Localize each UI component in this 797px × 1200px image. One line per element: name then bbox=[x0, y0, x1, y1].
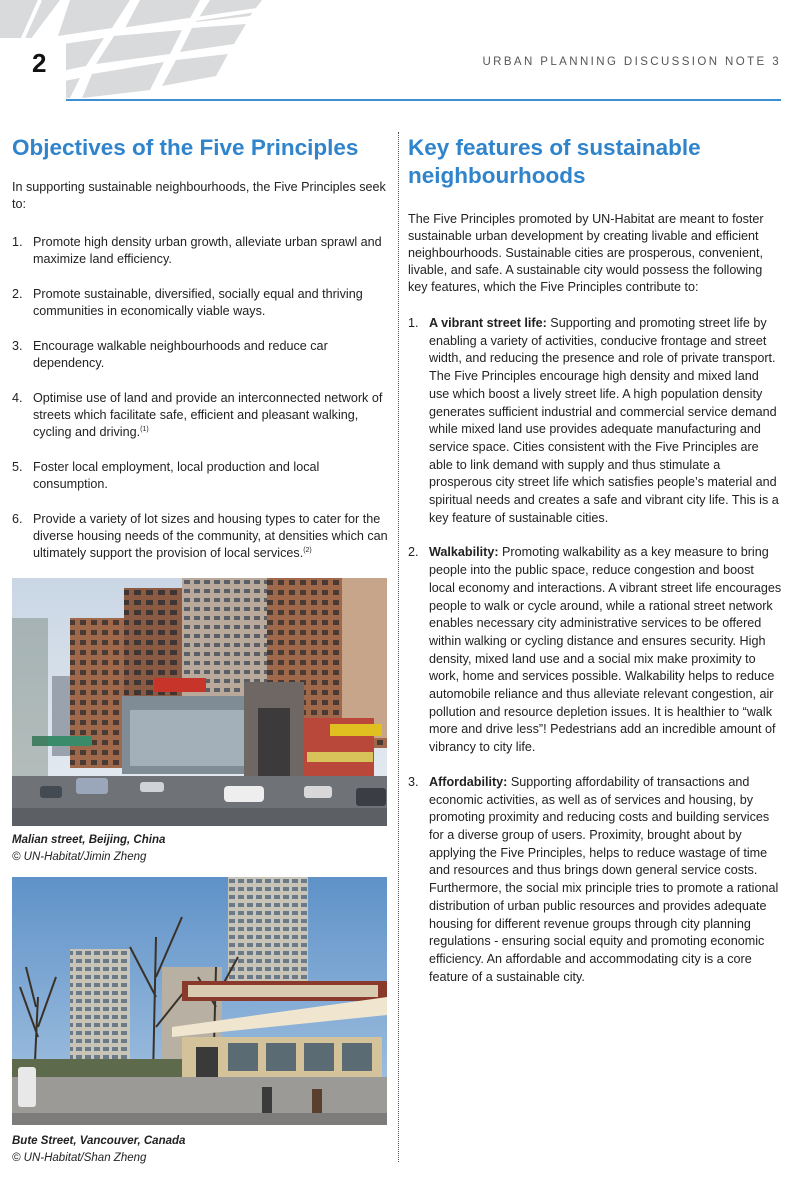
list-item: 2. Promote sustainable, diversified, socially equal and thriving communities in economically viable ways. bbox=[12, 287, 363, 318]
beijing-photo-caption bbox=[12, 832, 165, 866]
vancouver-street-photo bbox=[12, 877, 387, 1125]
objectives-intro: In supporting sustainable neighbourhoods, the Five Principles seek to: bbox=[12, 180, 386, 211]
right-column bbox=[408, 134, 782, 1003]
footnote-ref: (1) bbox=[140, 426, 149, 433]
list-item: 6. Provide a variety of lot sizes and housing types to cater for the diverse housing needs of the community, at densities which can ultimately support the provision of local services.$^{(2)}$ bbox=[12, 512, 388, 560]
photo-credit: © UN-Habitat/Jimin Zheng bbox=[12, 851, 147, 863]
beijing-street-photo bbox=[12, 578, 387, 826]
vancouver-photo-caption bbox=[12, 1133, 185, 1167]
list-item: 3. Affordability: Supporting affordability of transactions and economic activities, as well as of services and housing, by promoting proximity and reducing costs and building services for a diverse group of users. Proximity, brought about by applying the Five Principles, helps to reduce wastage of time and resources and thus brings down general service costs. Furthermore, the social mix principle tries to promote a rational distribution of urban public resources and provides adequate housing for different revenue groups through city planning regulations - ensuring social equity and promoting economic efficiency. An affordable and accommodating city is a core feature of a sustainable city. bbox=[408, 774, 779, 984]
key-features-intro: The Five Principles promoted by UN-Habitat are meant to foster sustainable urban development by creating livable and efficient neighbourhoods. Sustainable cities are prosperous, convenient, livable, and safe. A sustainable city would possess the following key features, which the Five Principles contribute to: bbox=[408, 212, 764, 294]
header-rule bbox=[66, 99, 781, 101]
objectives-heading: Objectives of the Five Principles bbox=[12, 135, 359, 160]
objectives-list bbox=[12, 234, 388, 562]
key-features-list bbox=[408, 315, 782, 986]
key-features-heading: Key features of sustainable neighbourhoods bbox=[408, 135, 701, 188]
list-item: 5. Foster local employment, local production and local consumption. bbox=[12, 460, 320, 491]
caption-title: Bute Street, Vancouver, Canada bbox=[12, 1135, 186, 1147]
feature-title: Walkability: bbox=[429, 545, 499, 560]
running-header: URBAN PLANNING DISCUSSION NOTE 3 bbox=[482, 56, 781, 68]
footnote-ref: (2) bbox=[303, 547, 312, 554]
list-item: 4. Optimise use of land and provide an interconnected network of streets which facilitate safe, efficient and pleasant walking, cycling and driving.$^{(1)}$ bbox=[12, 391, 383, 439]
page-number: 2 bbox=[32, 48, 47, 78]
caption-title: Malian street, Beijing, China bbox=[12, 834, 166, 846]
list-item: 1. Promote high density urban growth, alleviate urban sprawl and maximize land efficiency. bbox=[12, 235, 382, 266]
list-item: 2. Walkability: Promoting walkability as a key measure to bring people into the public space, reduce congestion and boost local economy and interactions. A vibrant street life encourages people to walk or cycle around, while a rational street network enables necessary city administrative services to be offered within walking or cycling distance and ensures security. High density, mixed land use and a social mix make proximity to work, home and services possible. Walkability helps to reduce automobile reliance and thus alleviate relevant congestion, air pollution and resource depletion issues. It is healthier to “walk more and drive less”! Pedestrians add an incredible amount of vibrancy to city life. bbox=[408, 545, 782, 755]
feature-title: Affordability: bbox=[429, 774, 508, 789]
list-item: 3. Encourage walkable neighbourhoods and reduce car dependency. bbox=[12, 339, 328, 370]
list-item: 1. A vibrant street life: Supporting and promoting street life by enabling a variety of activities, conducive frontage and street width, and reducing the presence and role of private transport. The Five Principles encourage high density and mixed land use which boost a lively street life. A high population density generates sufficient industrial and commercial service demand while mixed land use provides adequate manufacturing and service space. Cities consistent with the Five Principles are able to link demand with supply and thus stimulate a prosperous city street life which satisfies people’s material and spiritual needs and creates a safe and vibrant city life. This is a key feature of sustainable cities. bbox=[408, 316, 779, 525]
left-column bbox=[12, 134, 388, 580]
photo-credit: © UN-Habitat/Shan Zheng bbox=[12, 1152, 147, 1164]
feature-title: A vibrant street life: bbox=[429, 316, 547, 330]
column-divider bbox=[398, 132, 399, 1162]
